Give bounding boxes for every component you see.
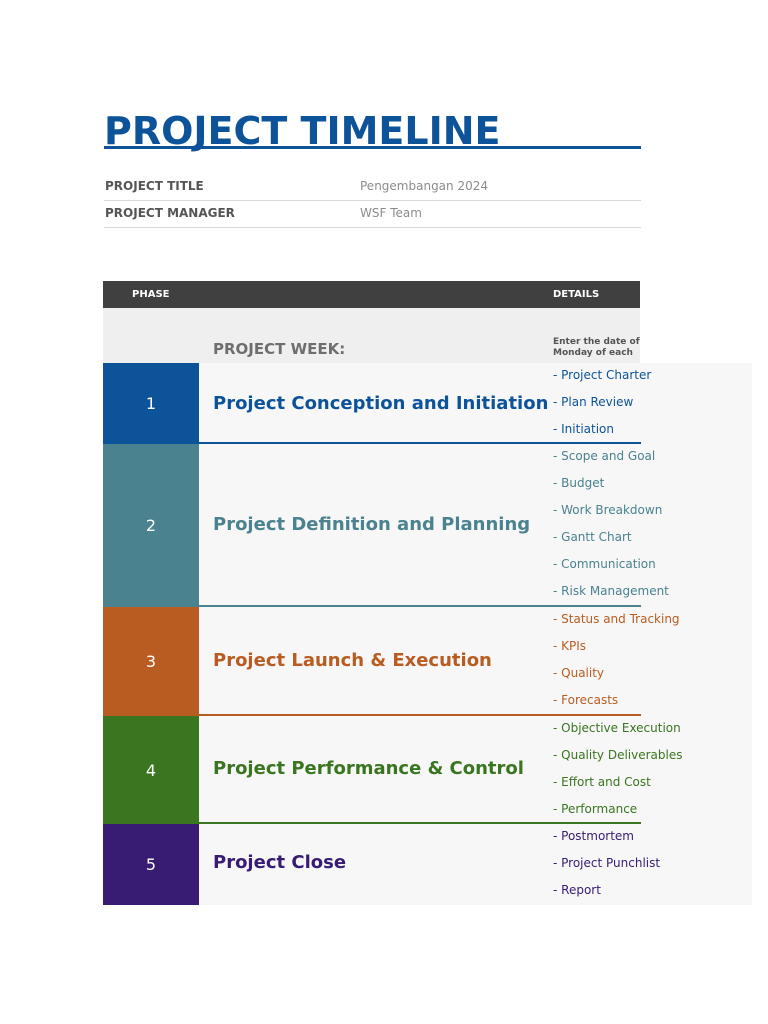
header-phase: PHASE	[132, 289, 170, 300]
phase-name: Project Performance & Control	[213, 758, 524, 779]
phase-row-5	[103, 824, 661, 905]
phase-row-1	[103, 363, 652, 444]
phase-name: Project Close	[213, 852, 347, 873]
project-manager-row	[104, 201, 641, 228]
detail-item[interactable]: - Gantt Chart	[553, 530, 632, 544]
project-manager-value[interactable]: WSF Team	[360, 206, 422, 220]
table-header	[103, 281, 640, 308]
detail-item[interactable]: - Performance	[553, 802, 638, 816]
header-details: DETAILS	[553, 289, 600, 300]
detail-item[interactable]: - Quality	[553, 666, 605, 680]
project-title-label: PROJECT TITLE	[105, 179, 204, 193]
project-week-label: PROJECT WEEK:	[213, 340, 346, 358]
detail-item[interactable]: - Postmortem	[553, 829, 634, 843]
detail-item[interactable]: - Budget	[553, 476, 605, 490]
page-title: PROJECT TIMELINE	[104, 110, 641, 149]
detail-item[interactable]: - Status and Tracking	[553, 612, 680, 626]
phase-row-2	[103, 444, 669, 607]
detail-item[interactable]: - Objective Execution	[553, 721, 681, 735]
project-week-row	[103, 308, 640, 363]
detail-item[interactable]: - Report	[553, 883, 601, 897]
detail-item[interactable]: - Risk Management	[553, 584, 669, 598]
phase-name: Project Definition and Planning	[213, 514, 531, 535]
phase-number: 4	[103, 716, 199, 824]
detail-item[interactable]: - KPIs	[553, 639, 587, 653]
detail-item[interactable]: - Scope and Goal	[553, 449, 656, 463]
phase-number: 5	[103, 824, 199, 905]
detail-item[interactable]: - Work Breakdown	[553, 503, 663, 517]
phase-name: Project Launch & Execution	[213, 650, 492, 671]
detail-item[interactable]: - Effort and Cost	[553, 775, 651, 789]
phase-row-3	[103, 607, 680, 716]
phase-number: 3	[103, 607, 199, 716]
project-manager-label: PROJECT MANAGER	[105, 206, 235, 220]
week-note-line-2: Monday of each	[553, 348, 633, 358]
phase-details	[553, 716, 683, 824]
phase-name: Project Conception and Initiation	[213, 393, 549, 414]
phase-number: 1	[103, 363, 199, 444]
project-title-value[interactable]: Pengembangan 2024	[360, 179, 488, 193]
detail-item[interactable]: - Communication	[553, 557, 656, 571]
detail-item[interactable]: - Initiation	[553, 422, 615, 436]
detail-item[interactable]: - Forecasts	[553, 693, 619, 707]
detail-item[interactable]: - Quality Deliverables	[553, 748, 683, 762]
phase-details	[553, 607, 680, 715]
detail-item[interactable]: - Plan Review	[553, 395, 634, 409]
detail-item[interactable]: - Project Punchlist	[553, 856, 661, 870]
phase-details	[553, 444, 669, 606]
phase-number: 2	[103, 444, 199, 607]
phase-row-4	[103, 716, 683, 824]
week-note-line-1: Enter the date of	[553, 337, 640, 347]
week-note	[553, 337, 640, 359]
detail-item[interactable]: - Project Charter	[553, 368, 652, 382]
phase-details	[553, 363, 652, 444]
project-title-row	[104, 174, 641, 201]
phase-details	[553, 824, 661, 905]
